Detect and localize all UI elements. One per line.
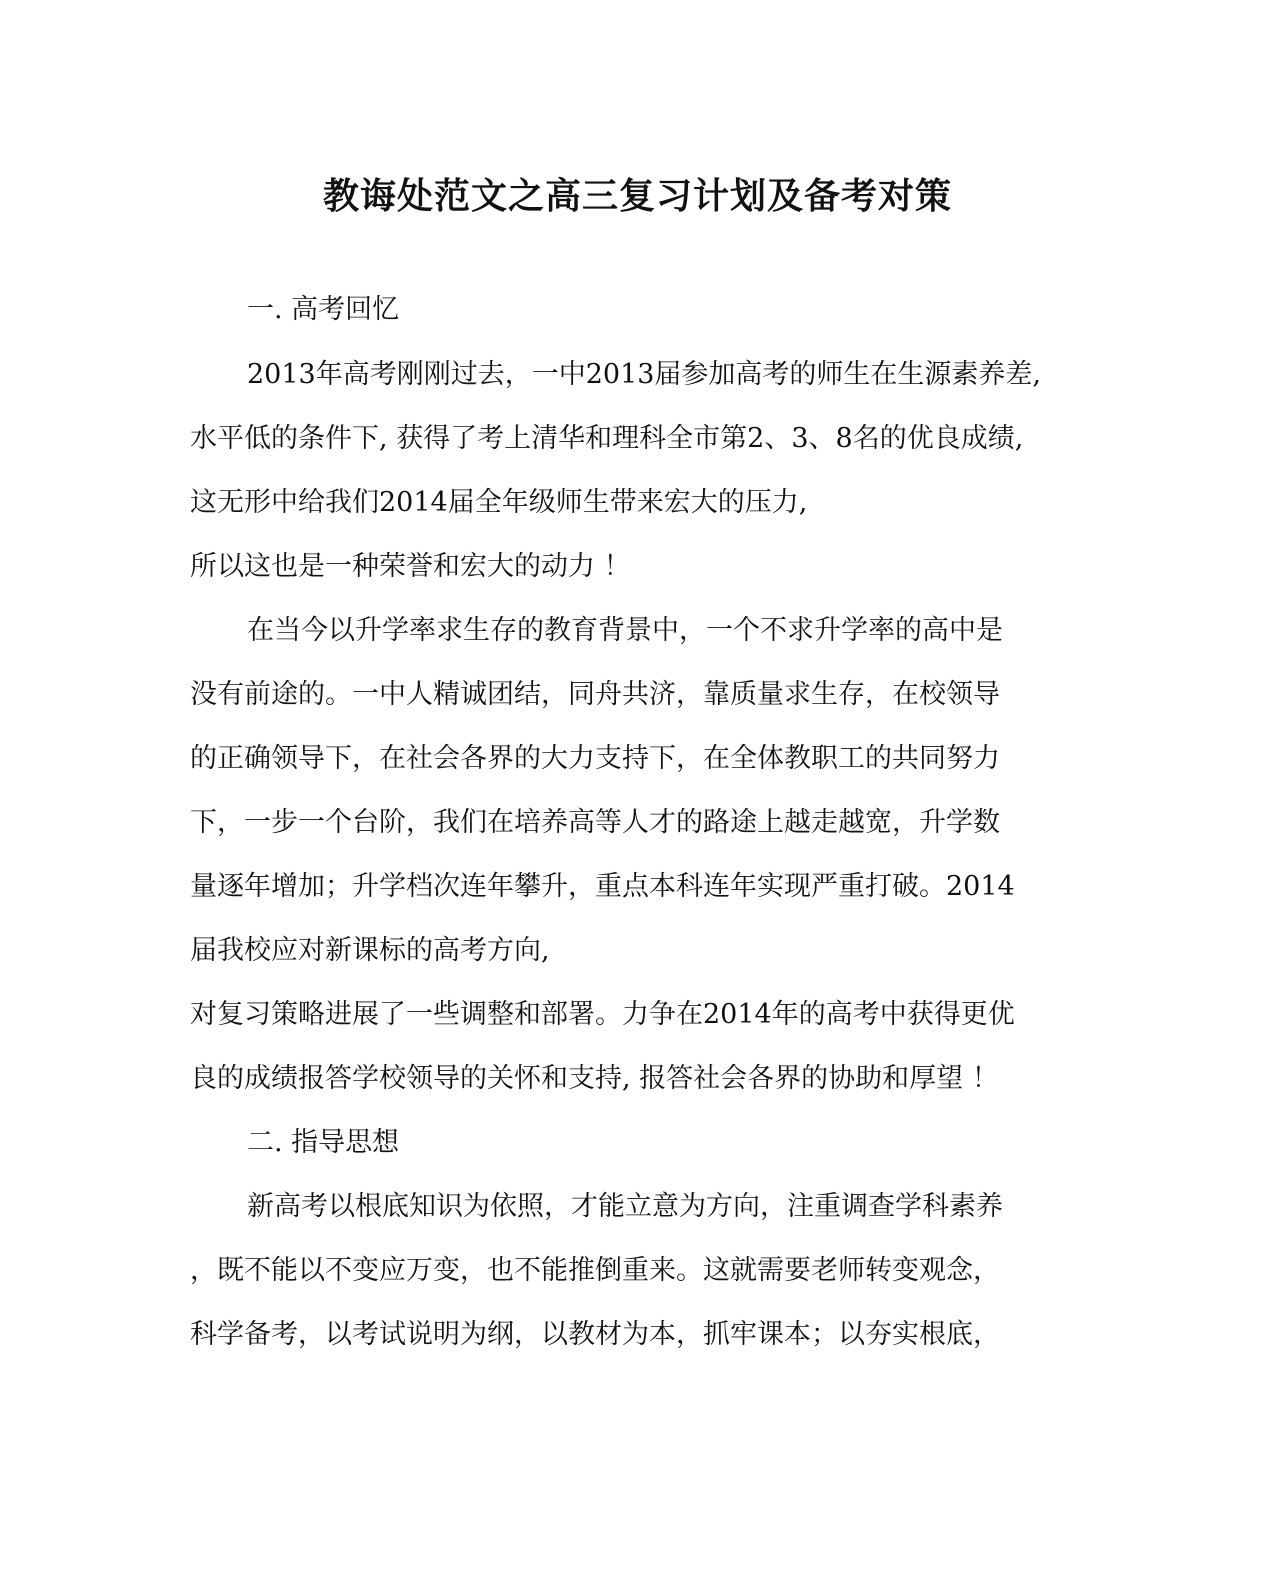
body-line: ，既不能以不变应万变，也不能推倒重来。这就需要老师转变观念， [190,1255,1000,1286]
body-line: 2013年高考刚刚过去，一中2013届参加高考的师生在生源素养差, [247,359,1042,390]
body-line: 所以这也是一种荣誉和宏大的动力 ！ [190,551,631,582]
body-line: 量逐年增加；升学档次连年攀升，重点本科连年实现严重打破。2014 [190,871,1015,902]
body-line: 良的成绩报答学校领导的关怀和支持, 报答社会各界的协助和厚望 ！ [190,1063,999,1094]
body-line: 在当今以升学率求生存的教育背景中，一个不求升学率的高中是 [247,615,1003,646]
heading-gaokao-review: 一. 高考回忆 [247,294,400,325]
body-line: 对复习策略进展了一些调整和部署。力争在2014年的高考中获得更优 [190,999,1015,1030]
document-title: 教诲处范文之高三复习计划及备考对策 [322,175,952,217]
body-line: 的正确领导下，在社会各界的大力支持下，在全体教职工的共同努力 [190,743,1000,774]
body-line: 新高考以根底知识为依照，才能立意为方向，注重调查学科素养 [247,1191,1003,1222]
body-line: 下，一步一个台阶，我们在培养高等人才的路途上越走越宽，升学数 [190,807,1000,838]
body-line: 没有前途的。一中人精诚团结，同舟共济，靠质量求生存，在校领导 [190,679,1000,710]
heading-guiding-thought: 二. 指导思想 [247,1127,400,1158]
body-line: 科学备考，以考试说明为纲，以教材为本，抓牢课本；以夯实根底， [190,1319,1000,1350]
body-line: 届我校应对新课标的高考方向, [190,935,550,966]
body-line: 水平低的条件下, 获得了考上清华和理科全市第2、3、8名的优良成绩, [190,423,1024,454]
body-line: 这无形中给我们2014届全年级师生带来宏大的压力, [190,487,808,518]
